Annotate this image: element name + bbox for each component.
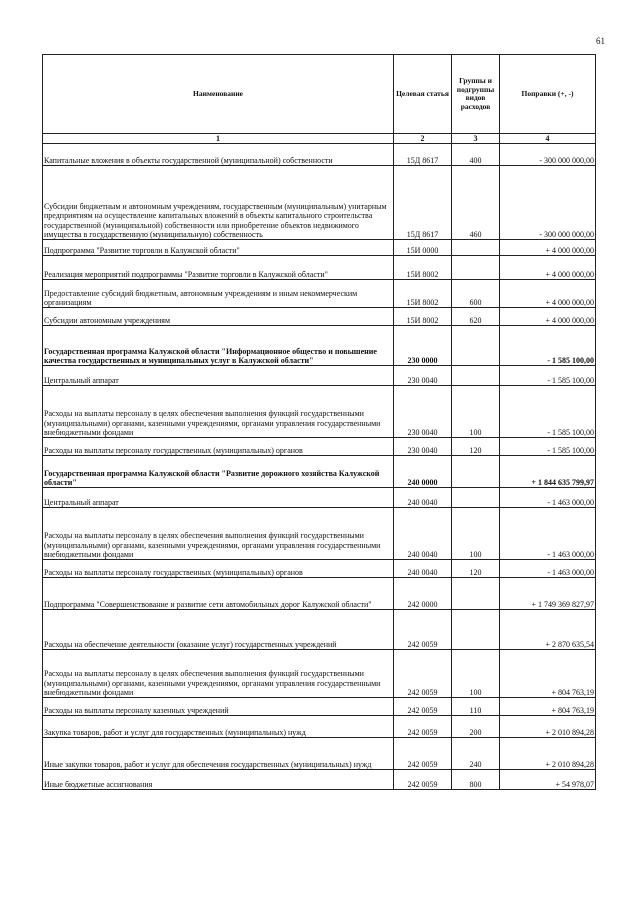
row-target-article: 242 0059 bbox=[394, 650, 452, 698]
row-amendment: - 1 585 100,00 bbox=[500, 366, 596, 386]
header-name: Наименование bbox=[43, 55, 394, 134]
row-expense-group: 120 bbox=[452, 560, 500, 578]
table-row bbox=[43, 610, 596, 650]
row-target-article: 230 0000 bbox=[394, 326, 452, 366]
table-row bbox=[43, 650, 596, 698]
row-amendment: + 4 000 000,00 bbox=[500, 280, 596, 308]
row-name: Капитальные вложения в объекты государственной (муниципальной) собственности bbox=[43, 144, 394, 166]
row-name: Расходы на обеспечение деятельности (оказание услуг) государственных учреждений bbox=[43, 610, 394, 650]
header-target-article: Целевая статья bbox=[394, 55, 452, 134]
row-name: Центральный аппарат bbox=[43, 488, 394, 508]
row-target-article: 230 0040 bbox=[394, 386, 452, 438]
row-name: Подпрограмма "Развитие торговли в Калужской области" bbox=[43, 240, 394, 256]
row-name: Расходы на выплаты персоналу государственных (муниципальных) органов bbox=[43, 560, 394, 578]
row-name: Закупка товаров, работ и услуг для государственных (муниципальных) нужд bbox=[43, 716, 394, 738]
table-row bbox=[43, 738, 596, 770]
row-amendment: + 2 010 894,28 bbox=[500, 716, 596, 738]
row-amendment: + 804 763,19 bbox=[500, 650, 596, 698]
row-amendment: + 1 844 635 799,97 bbox=[500, 456, 596, 488]
row-target-article: 230 0040 bbox=[394, 438, 452, 456]
row-target-article: 242 0059 bbox=[394, 716, 452, 738]
column-number: 1 bbox=[43, 134, 394, 144]
table-row bbox=[43, 366, 596, 386]
row-target-article: 230 0040 bbox=[394, 366, 452, 386]
row-name: Реализация мероприятий подпрограммы "Развитие торговли в Калужской области" bbox=[43, 256, 394, 280]
row-expense-group: 100 bbox=[452, 508, 500, 560]
row-expense-group: 200 bbox=[452, 716, 500, 738]
row-expense-group: 120 bbox=[452, 438, 500, 456]
row-expense-group bbox=[452, 366, 500, 386]
row-target-article: 242 0059 bbox=[394, 770, 452, 790]
table-row bbox=[43, 770, 596, 790]
column-number: 4 bbox=[500, 134, 596, 144]
row-name: Иные бюджетные ассигнования bbox=[43, 770, 394, 790]
row-amendment: + 2 010 894,28 bbox=[500, 738, 596, 770]
table-header-row bbox=[43, 55, 596, 134]
row-name: Субсидии автономным учреждениям bbox=[43, 308, 394, 326]
row-expense-group: 240 bbox=[452, 738, 500, 770]
row-amendment: - 1 585 100,00 bbox=[500, 326, 596, 366]
row-name: Государственная программа Калужской области "Информационное общество и повышение качества государственных и муниципальных услуг в Калужской области" bbox=[43, 326, 394, 366]
table-row bbox=[43, 456, 596, 488]
row-expense-group bbox=[452, 456, 500, 488]
row-target-article: 240 0040 bbox=[394, 560, 452, 578]
header-expense-groups: Группы и подгруппы видов расходов bbox=[452, 55, 500, 134]
table-row bbox=[43, 386, 596, 438]
row-amendment: - 1 463 000,00 bbox=[500, 488, 596, 508]
column-number: 2 bbox=[394, 134, 452, 144]
row-amendment: - 300 000 000,00 bbox=[500, 144, 596, 166]
row-amendment: + 2 870 635,54 bbox=[500, 610, 596, 650]
row-expense-group: 100 bbox=[452, 386, 500, 438]
row-target-article: 15И 8002 bbox=[394, 256, 452, 280]
column-number: 3 bbox=[452, 134, 500, 144]
row-expense-group: 400 bbox=[452, 144, 500, 166]
row-target-article: 15Д 8617 bbox=[394, 144, 452, 166]
row-target-article: 15И 0000 bbox=[394, 240, 452, 256]
table-row bbox=[43, 240, 596, 256]
table-row bbox=[43, 488, 596, 508]
row-name: Расходы на выплаты персоналу в целях обеспечения выполнения функций государственными (муниципальными) органами, казенными учреждениями, органами управления государственными внебюджетными фондами bbox=[43, 508, 394, 560]
row-amendment: - 1 585 100,00 bbox=[500, 438, 596, 456]
row-name: Предоставление субсидий бюджетным, автономным учреждениям и иным некоммерческим организациям bbox=[43, 280, 394, 308]
row-amendment: - 1 463 000,00 bbox=[500, 560, 596, 578]
row-target-article: 15Д 8617 bbox=[394, 166, 452, 240]
header-amendments: Поправки (+, -) bbox=[500, 55, 596, 134]
table-row bbox=[43, 698, 596, 716]
row-amendment: + 4 000 000,00 bbox=[500, 308, 596, 326]
column-number-row bbox=[43, 134, 596, 144]
row-expense-group bbox=[452, 256, 500, 280]
table-row bbox=[43, 326, 596, 366]
row-amendment: + 4 000 000,00 bbox=[500, 240, 596, 256]
row-expense-group: 460 bbox=[452, 166, 500, 240]
table-row bbox=[43, 438, 596, 456]
row-name: Субсидии бюджетным и автономным учреждениям, государственным (муниципальным) унитарным предприятиям на осуществление капитальных вложений в объекты капитального строительства государственной (муниципальной) собственности или приобретение объектов недвижимого имущества в государственную (муниципальную) собственность bbox=[43, 166, 394, 240]
row-expense-group bbox=[452, 326, 500, 366]
row-amendment: + 54 978,07 bbox=[500, 770, 596, 790]
row-expense-group: 100 bbox=[452, 650, 500, 698]
row-target-article: 240 0040 bbox=[394, 508, 452, 560]
table-row bbox=[43, 508, 596, 560]
row-name: Расходы на выплаты персоналу государственных (муниципальных) органов bbox=[43, 438, 394, 456]
row-target-article: 15И 8002 bbox=[394, 308, 452, 326]
row-expense-group bbox=[452, 488, 500, 508]
row-target-article: 15И 8002 bbox=[394, 280, 452, 308]
row-target-article: 242 0059 bbox=[394, 738, 452, 770]
row-target-article: 242 0000 bbox=[394, 578, 452, 610]
row-amendment: + 804 763,19 bbox=[500, 698, 596, 716]
table-row bbox=[43, 256, 596, 280]
row-expense-group: 800 bbox=[452, 770, 500, 790]
row-target-article: 240 0000 bbox=[394, 456, 452, 488]
row-target-article: 240 0040 bbox=[394, 488, 452, 508]
row-name: Государственная программа Калужской области "Развитие дорожного хозяйства Калужской области" bbox=[43, 456, 394, 488]
row-name: Центральный аппарат bbox=[43, 366, 394, 386]
row-expense-group: 620 bbox=[452, 308, 500, 326]
row-expense-group: 110 bbox=[452, 698, 500, 716]
budget-amendments-table bbox=[42, 54, 596, 790]
table-row bbox=[43, 280, 596, 308]
row-amendment: + 4 000 000,00 bbox=[500, 256, 596, 280]
table-body bbox=[43, 144, 596, 790]
table-row bbox=[43, 560, 596, 578]
row-amendment: - 1 585 100,00 bbox=[500, 386, 596, 438]
row-name: Расходы на выплаты персоналу в целях обеспечения выполнения функций государственными (муниципальными) органами, казенными учреждениями, органами управления государственными внебюджетными фондами bbox=[43, 650, 394, 698]
row-expense-group bbox=[452, 610, 500, 650]
row-name: Иные закупки товаров, работ и услуг для обеспечения государственных (муниципальных) нужд bbox=[43, 738, 394, 770]
row-expense-group bbox=[452, 578, 500, 610]
table-row bbox=[43, 166, 596, 240]
row-amendment: + 1 749 369 827,97 bbox=[500, 578, 596, 610]
table-row bbox=[43, 578, 596, 610]
row-amendment: - 300 000 000,00 bbox=[500, 166, 596, 240]
row-expense-group: 600 bbox=[452, 280, 500, 308]
table-row bbox=[43, 308, 596, 326]
row-name: Расходы на выплаты персоналу в целях обеспечения выполнения функций государственными (муниципальными) органами, казенными учреждениями, органами управления государственными внебюджетными фондами bbox=[43, 386, 394, 438]
row-target-article: 242 0059 bbox=[394, 610, 452, 650]
table-row bbox=[43, 716, 596, 738]
table-row bbox=[43, 144, 596, 166]
row-amendment: - 1 463 000,00 bbox=[500, 508, 596, 560]
row-name: Подпрограмма "Совершенствование и развитие сети автомобильных дорог Калужской области" bbox=[43, 578, 394, 610]
row-name: Расходы на выплаты персоналу казенных учреждений bbox=[43, 698, 394, 716]
row-target-article: 242 0059 bbox=[394, 698, 452, 716]
row-expense-group bbox=[452, 240, 500, 256]
page-number: 61 bbox=[596, 36, 605, 46]
